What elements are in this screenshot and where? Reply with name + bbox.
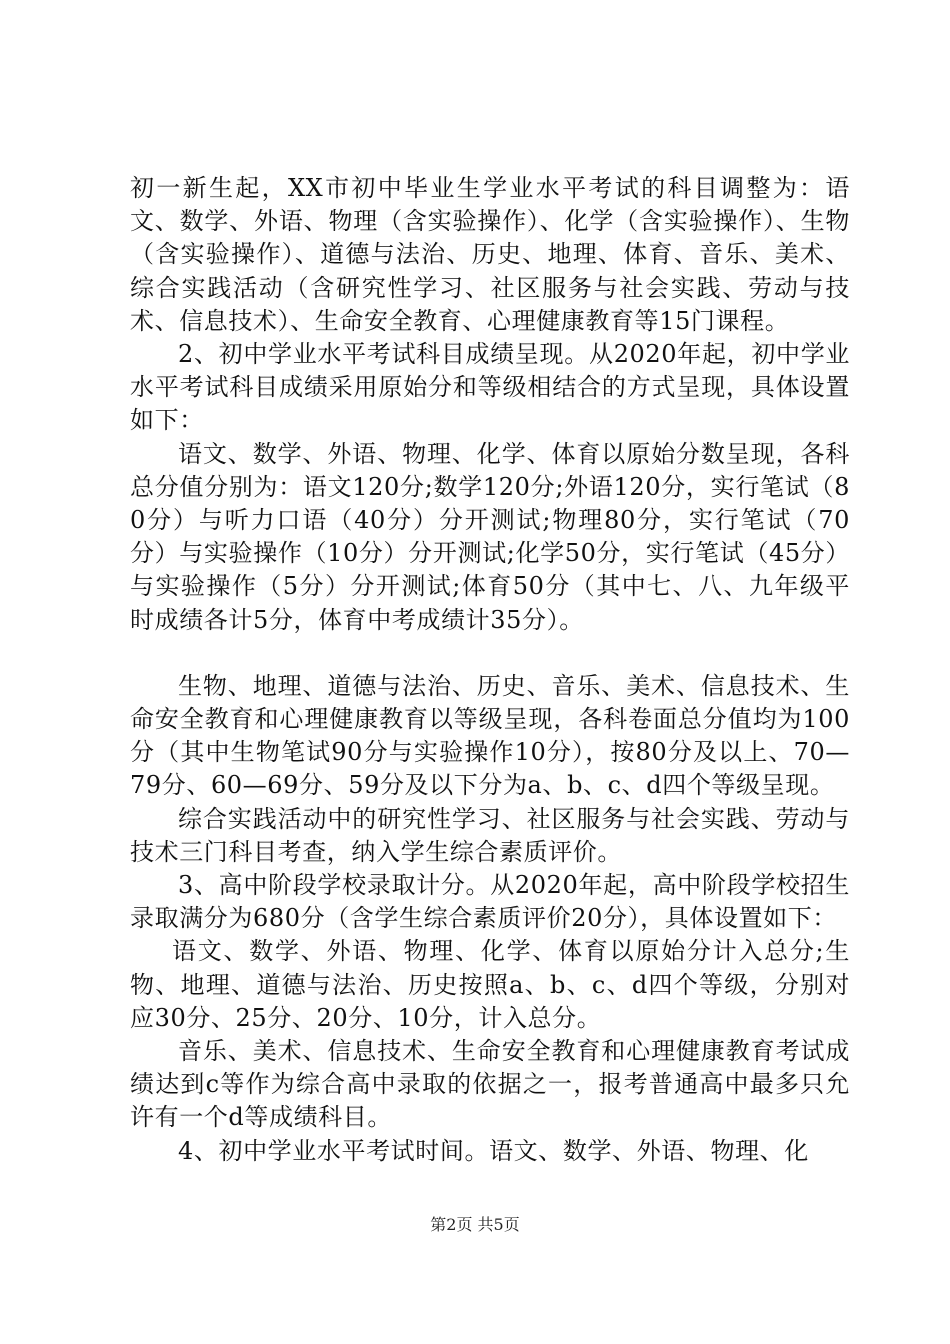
paragraph-exam-time: 4、初中学业水平考试时间。语文、数学、外语、物理、化 (178, 1136, 809, 1165)
paragraph-score-presentation: 2、初中学业水平考试科目成绩呈现。从2020年起，初中学业水平考试科目成绩采用原始分和等级相结合的方式呈现，具体设置如下： (130, 340, 850, 435)
paragraph-practice-activities: 综合实践活动中的研究性学习、社区服务与社会实践、劳动与技术三门科目考查，纳入学生综合素质评价。 (130, 804, 850, 866)
paragraph-grade-requirements: 音乐、美术、信息技术、生命安全教育和心理健康教育考试成绩达到c等作为综合高中录取的依据之一，报考普通高中最多只允许有一个d等成绩科目。 (130, 1037, 850, 1132)
paragraph-grade-subjects: 生物、地理、道德与法治、历史、音乐、美术、信息技术、生命安全教育和心理健康教育以等级呈现，各科卷面总分值均为100分（其中生物笔试90分与实验操作10分），按80分及以上、70—79分、60—69分、59分及以下分为a、b、c、d四个等级呈现。 (130, 671, 850, 800)
paragraph-raw-score-subjects: 语文、数学、外语、物理、化学、体育以原始分数呈现，各科总分值分别为：语文120分;数学120分;外语120分，实行笔试（80分）与听力口语（40分）分开测试;物理80分，实行笔试（70分）与实验操作（10分）分开测试;化学50分，实行笔试（45分）与实验操作（5分）分开测试;体育50分（其中七、八、九年级平时成绩各计5分，体育中考成绩计35分）。 (130, 439, 850, 634)
paragraph-total-score-rules: 语文、数学、外语、物理、化学、体育以原始分计入总分;生物、地理、道德与法治、历史按照a、b、c、d四个等级，分别对应30分、25分、20分、10分，计入总分。 (130, 937, 850, 1032)
document-body (130, 172, 850, 1168)
page-number: 第2页 共5页 (430, 1215, 520, 1234)
paragraph-subjects: 初一新生起，XX市初中毕业生学业水平考试的科目调整为：语文、数学、外语、物理（含实验操作）、化学（含实验操作）、生物（含实验操作）、道德与法治、历史、地理、体育、音乐、美术、综合实践活动（含研究性学习、社区服务与社会实践、劳动与技术、信息技术）、生命安全教育、心理健康教育等15门课程。 (130, 174, 850, 335)
paragraph-admission-scoring: 3、高中阶段学校录取计分。从2020年起，高中阶段学校招生录取满分为680分（含学生综合素质评价20分），具体设置如下： (130, 871, 850, 933)
